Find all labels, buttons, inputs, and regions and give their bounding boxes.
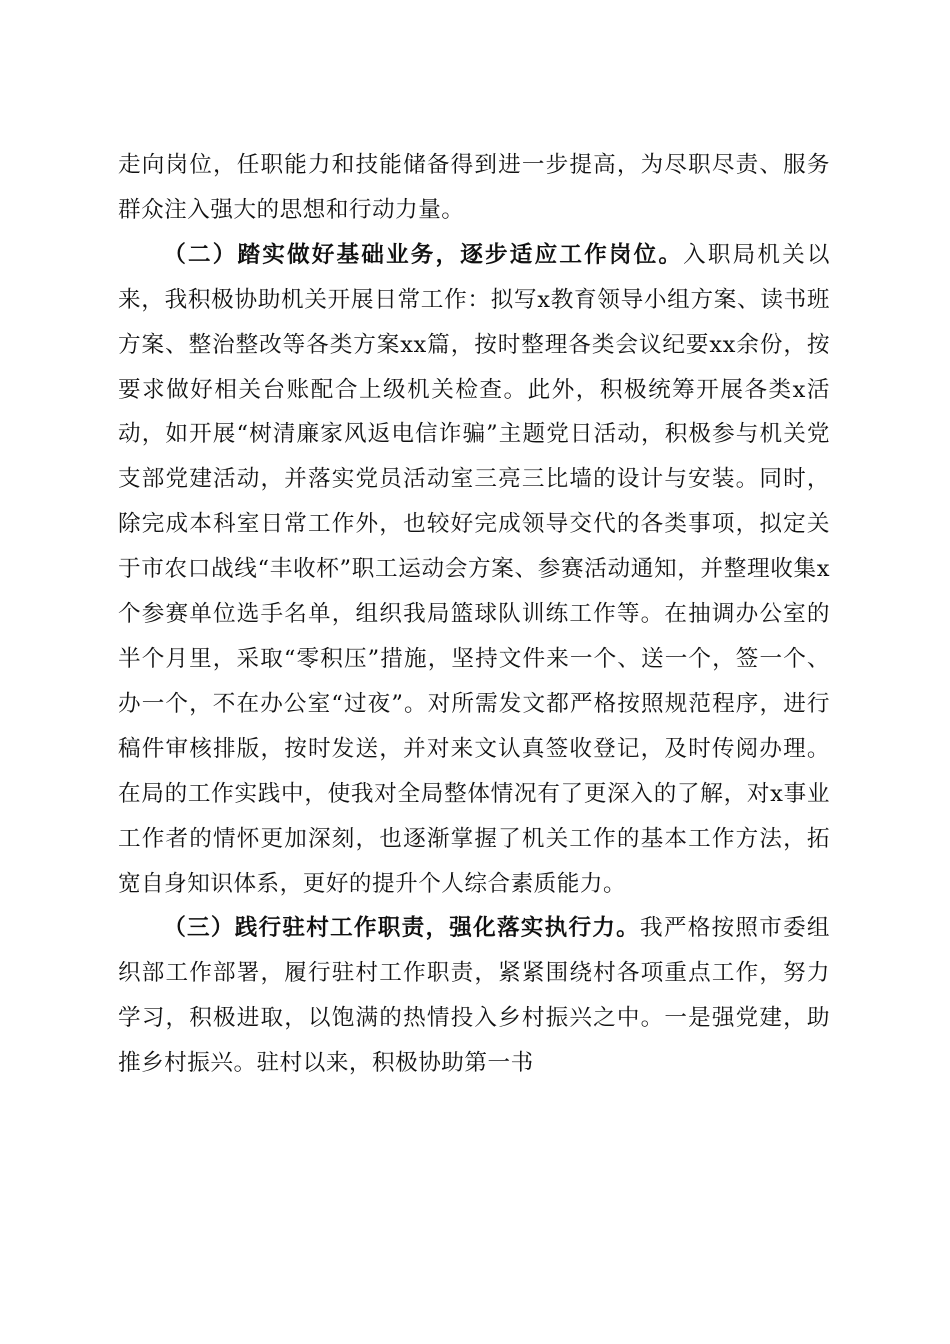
document-body [118, 143, 830, 1086]
paragraph-1-body: 走向岗位，任职能力和技能储备得到进一步提高，为尽职尽责、服务群众注入强大的思想和行动力量。 [118, 152, 830, 223]
section-two-heading: （二）踏实做好基础业务，逐步适应工作岗位。 [163, 241, 684, 268]
section-three-body: 我严格按照市委组织部工作部署，履行驻村工作职责，紧紧围绕村各项重点工作，努力学习，积极进取，以饱满的热情投入乡村振兴之中。一是强党建，助推乡村振兴。驻村以来，积极协助第一书 [118, 915, 831, 1077]
paragraph-continuation [118, 143, 830, 233]
paragraph-section-three [118, 906, 830, 1086]
paragraph-section-two [118, 233, 830, 907]
section-two-body: 入职局机关以来，我积极协助机关开展日常工作：拟写x教育领导小组方案、读书班方案、整治整改等各类方案xx篇，按时整理各类会议纪要xx余份，按要求做好相关台账配合上级机关检查。此外，积极统筹开展各类x活动，如开展“树清廉家风返电信诈骗”主题党日活动，积极参与机关党支部党建活动，并落实党员活动室三亮三比墙的设计与安装。同时，除完成本科室日常工作外，也较好完成领导交代的各类事项，拟定关于市农口战线“丰收杯”职工运动会方案、参赛活动通知，并整理收集x个参赛单位选手名单，组织我局篮球队训练工作等。在抽调办公室的半个月里，采取“零积压”措施，坚持文件来一个、送一个，签一个、办一个，不在办公室“过夜”。对所需发文都严格按照规范程序，进行稿件审核排版，按时发送，并对来文认真签收登记，及时传阅办理。在局的工作实践中，使我对全局整体情况有了更深入的了解，对x事业工作者的情怀更加深刻，也逐渐掌握了机关工作的基本工作方法，拓宽自身知识体系，更好的提升个人综合素质能力。 [118, 241, 831, 897]
section-three-heading: （三）践行驻村工作职责，强化落实执行力。 [163, 915, 641, 942]
